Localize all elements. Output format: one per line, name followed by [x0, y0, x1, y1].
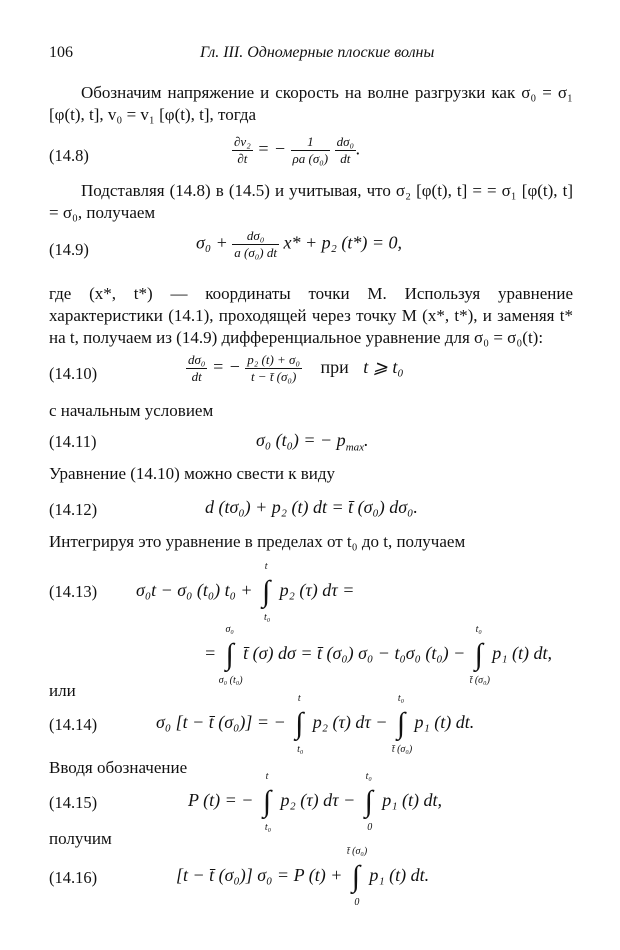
- equation-14-15: P (t) = − t ∫ t₀ p₂ (τ) dτ − t₀ ∫ 0 p₁ (t) dt,: [188, 771, 442, 833]
- fraction-dv2-dt: $\frac{\text{∂v₂}}{\partial t}$: [234, 134, 251, 166]
- fraction-dsigma-dt: $\frac{\text{dσ₀}}{dt}$: [336, 134, 355, 166]
- integral-sign: t ∫ t₀: [261, 561, 271, 623]
- equation-number-14-10: (14.10): [49, 364, 98, 383]
- equation-number-14-13: (14.13): [49, 582, 98, 601]
- integral-sign: t ∫ t₀: [295, 693, 304, 755]
- running-title: Гл. III. Одномерные плоские волны: [200, 44, 435, 61]
- equation-number-14-11: (14.11): [49, 432, 97, 451]
- equation-14-13-line-2: = σ₀ ∫ σ₀ (t₀) t̄ (σ) dσ = t̄ (σ₀) σ₀ − t₀σ₀ (t₀) − t₀ ∫ t̄ (σ₀) p₁ (t) dt,: [204, 624, 552, 686]
- integral-sign: t₀ ∫ t̄ (σ₀): [469, 624, 490, 686]
- equation-number-14-8: (14.8): [49, 146, 89, 165]
- equation-14-10: $\frac{\text{dσ₀}}{dt}$ = − $\frac{\text{p₂ (t) + σ₀}}{\text{t − t̄ (σ₀)}}$ при t ⩾ t₀: [188, 352, 404, 384]
- integral-sign: t̄ (σ₀) ∫ 0: [346, 846, 368, 908]
- equation-number-14-12: (14.12): [49, 500, 98, 519]
- equation-14-12: d (tσ₀) + p₂ (t) dt = t̄ (σ₀) dσ₀.: [205, 497, 418, 517]
- paragraph-2: Подставляя (14.8) в (14.5) и учитывая, что σ₂ [φ(t), t] = = σ₁ [φ(t), t] = σ₀, получаем: [49, 181, 573, 222]
- paragraph-5: Уравнение (14.10) можно свести к виду: [49, 464, 336, 483]
- equation-14-8: $\frac{\text{∂v₂}}{\partial t}$ = − $\frac{1}{\text{ρa (σ₀)}}$ $\frac{\text{dσ₀}}{dt}$ .: [234, 134, 361, 166]
- equation-14-11: σ₀ (t₀) = − $p_{max}$.: [256, 430, 369, 454]
- fraction-dsigma0-dt: $\frac{\text{dσ₀}}{dt}$: [188, 352, 206, 384]
- paragraph-7: или: [49, 681, 76, 700]
- paragraph-3: где (x*, t*) — координаты точки M. Используя уравнение характеристики (14.1), проходящей через точку M (x*, t*), и заменяя t* на t, получаем из (14.9) дифференциальное уравнение для σ₀ = σ₀(t):: [49, 284, 573, 347]
- integral-sign: t ∫ t₀: [262, 771, 272, 833]
- equation-number-14-14: (14.14): [49, 715, 98, 734]
- integral-sign: σ₀ ∫ σ₀ (t₀): [218, 624, 243, 686]
- page-number: 106: [49, 44, 73, 61]
- paragraph-9: получим: [49, 829, 112, 848]
- equation-14-14: σ₀ [t − t̄ (σ₀)] = − t ∫ t₀ p₂ (τ) dτ − t₀ ∫ t̄ (σ₀) p₁ (t) dt.: [156, 693, 475, 755]
- equation-number-14-15: (14.15): [49, 793, 98, 812]
- fraction-dsigma-a-dt: $\frac{\text{dσ₀}}{\text{a (σ₀) dt}}$: [234, 228, 277, 260]
- integral-sign: t₀ ∫ 0: [364, 771, 373, 833]
- fraction-p2-plus-sigma: $\frac{\text{p₂ (t) + σ₀}}{\text{t − t̄ (σ₀)}}$: [247, 352, 300, 384]
- fraction-1-over-rho-a: $\frac{1}{\text{ρa (σ₀)}}$: [292, 134, 329, 166]
- paragraph-4: с начальным условием: [49, 401, 214, 420]
- equation-14-16: [t − t̄ (σ₀)] σ₀ = P (t) + t̄ (σ₀) ∫ 0 p₁ (t) dt.: [176, 846, 430, 908]
- equation-number-14-16: (14.16): [49, 868, 98, 887]
- integral-sign: t₀ ∫ t̄ (σ₀): [391, 693, 413, 755]
- paragraph-1: Обозначим напряжение и скорость на волне разгрузки как σ₀ = σ₁ [φ(t), t], v₀ = v₁ [φ(t), t], тогда: [49, 83, 573, 124]
- equation-number-14-9: (14.9): [49, 240, 89, 259]
- equation-14-13-line-1: σ₀t − σ₀ (t₀) t₀ + t ∫ t₀ p₂ (τ) dτ =: [136, 561, 355, 623]
- equation-14-9: σ₀ + $\frac{\text{dσ₀}}{\text{a (σ₀) dt}}$ x* + p₂ (t*) = 0,: [196, 228, 403, 260]
- paragraph-8: Вводя обозначение: [49, 758, 188, 777]
- paragraph-6: Интегрируя это уравнение в пределах от t₀ до t, получаем: [49, 532, 466, 551]
